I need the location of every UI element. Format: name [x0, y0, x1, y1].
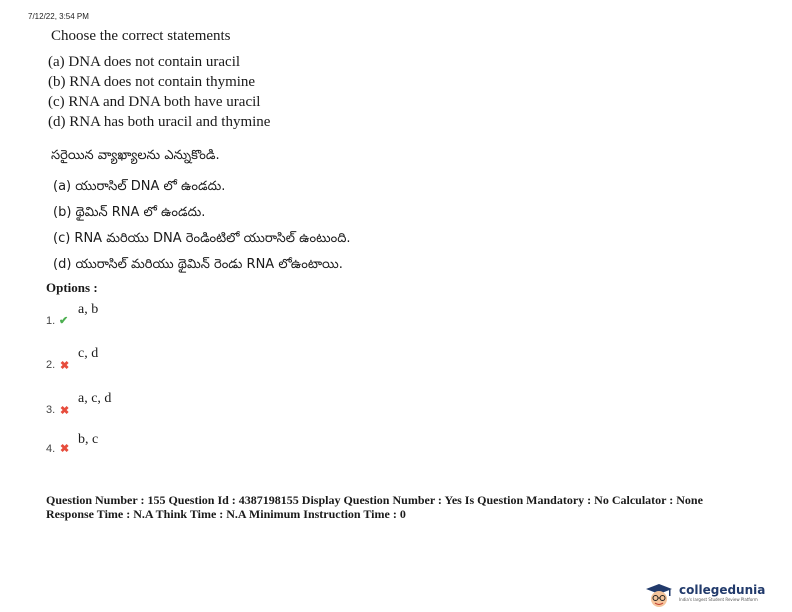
option-text: c, d: [78, 346, 99, 361]
question-metadata: [46, 493, 703, 521]
timestamp: 7/12/22, 3:54 PM: [28, 12, 89, 21]
option-number: 1.: [46, 315, 56, 327]
cross-icon: ✖: [60, 360, 70, 372]
option-number: 4.: [46, 443, 56, 455]
cross-icon: ✖: [60, 405, 70, 417]
option-text: a, b: [78, 302, 99, 317]
logo-tagline: India's largest Student Review Platform: [679, 597, 758, 602]
question-text-telugu: సరైయిన వ్యాఖ్యాలను ఎన్నుకొండి.: [51, 148, 220, 163]
option-text: a, c, d: [78, 391, 112, 406]
metadata-line-1: Question Number : 155 Question Id : 4387198155 Display Question Number : Yes Is Question Mandatory : No Calculator : None: [46, 493, 703, 507]
question-text-english: Choose the correct statements: [51, 28, 231, 44]
metadata-line-2: Response Time : N.A Think Time : N.A Minimum Instruction Time : 0: [46, 507, 406, 521]
statement-en-a: (a) DNA does not contain uracil: [48, 54, 241, 70]
check-icon: ✔: [59, 315, 69, 327]
graduate-mascot-icon: [644, 582, 674, 608]
statement-en-b: (b) RNA does not contain thymine: [48, 74, 256, 90]
collegedunia-logo: [644, 582, 765, 608]
statement-te-c: (c) RNA మరియు DNA రెండింటిలో యురాసిల్ ఉంటుంది.: [53, 231, 351, 246]
statement-te-d: (d) యురాసిల్ మరియు థైమిన్ రెండు RNA లోఉంటాయి.: [53, 257, 343, 272]
logo-name: collegedunia: [679, 583, 766, 597]
statement-en-d: (d) RNA has both uracil and thymine: [48, 114, 271, 130]
options-label: Options :: [46, 280, 98, 295]
statement-te-a: (a) యురాసిల్ DNA లో ఉండదు.: [53, 179, 226, 194]
statement-te-b: (b) థైమిన్ RNA లో ఉండదు.: [53, 205, 206, 220]
statements-telugu: [53, 177, 351, 281]
option-number: 3.: [46, 404, 56, 416]
option-text: b, c: [78, 432, 99, 447]
cross-icon: ✖: [60, 443, 70, 455]
option-number: 2.: [46, 359, 56, 371]
statements-english: [48, 52, 270, 132]
statement-en-c: (c) RNA and DNA both have uracil: [48, 94, 261, 110]
